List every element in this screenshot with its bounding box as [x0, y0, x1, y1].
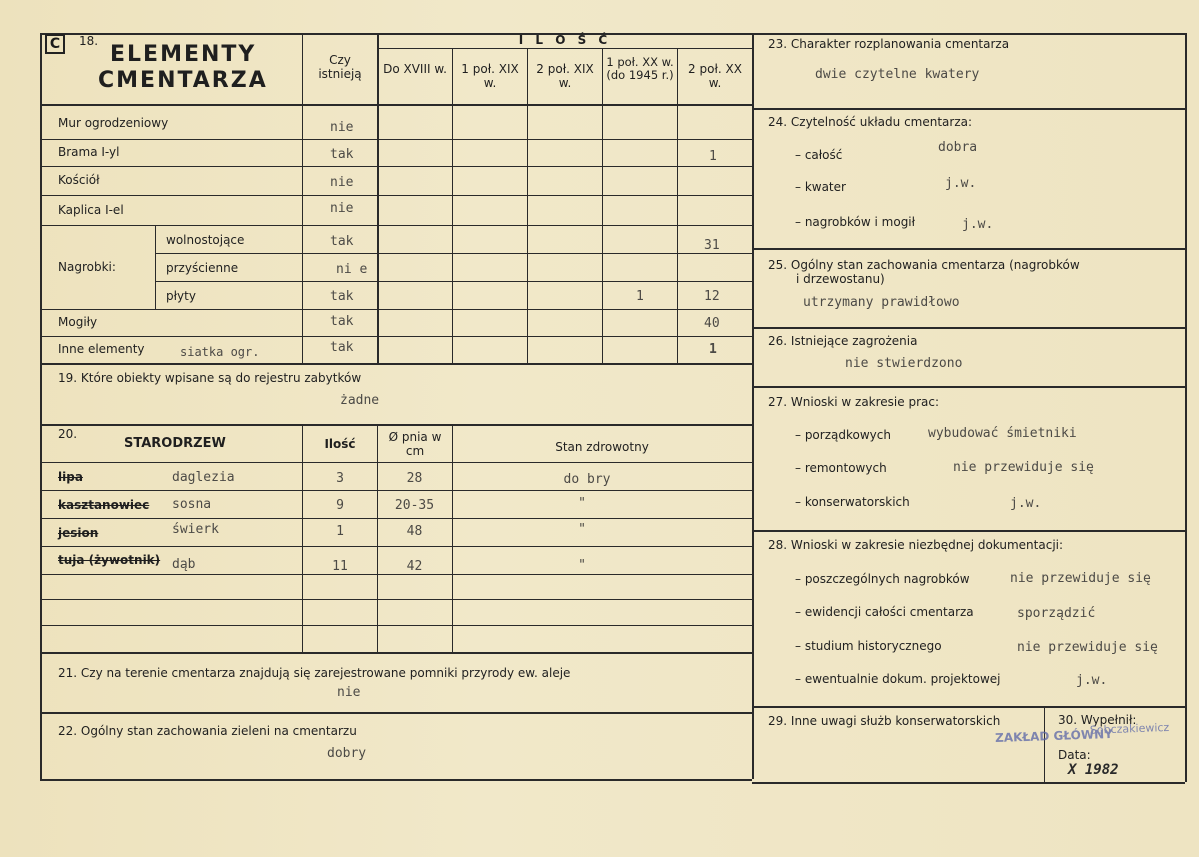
q27-item-cleanup: – porządkowych: [795, 428, 891, 442]
tree-count-4: 11: [332, 559, 348, 574]
row-p4-slabs: 1: [636, 289, 644, 304]
q28-answer-design: j.w.: [1076, 673, 1108, 688]
corner-letter: C: [49, 36, 61, 52]
corner-letter-box: [45, 34, 65, 54]
tree-printed-3: jesion: [58, 526, 99, 540]
q21-label: 21. Czy na terenie cmentarza znajdują się zarejestrowane pomniki przyrody ew. aleje: [58, 666, 571, 680]
q24-label: 24. Czytelność układu cmentarza:: [768, 115, 973, 129]
row-label-other: Inne elementy: [58, 342, 145, 356]
tree-count-2: 9: [336, 498, 344, 513]
q30-date-label: Data:: [1058, 748, 1091, 762]
q25-label-line2: i drzewostanu): [796, 272, 885, 286]
q27-answer-cleanup: wybudować śmietniki: [928, 426, 1077, 441]
q30-label: 30. Wypełnił:: [1058, 713, 1137, 727]
q22-label: 22. Ogólny stan zachowania zieleni na cmentarzu: [58, 724, 357, 738]
row-exists-church: nie: [330, 175, 354, 190]
q24-item-tombs: – nagrobków i mogił: [795, 215, 916, 229]
row-label-slabs: płyty: [166, 289, 196, 303]
row-exists-other: tak: [330, 340, 354, 355]
period-col-3: 2 poł. XIX w.: [536, 62, 594, 90]
tree-count-1: 3: [336, 471, 344, 486]
q20-number: 20.: [58, 427, 78, 441]
row-p5-slabs: 12: [704, 289, 720, 304]
tree-health-1: do bry: [563, 472, 611, 487]
row-label-gate: Brama I-yl: [58, 145, 120, 159]
q26-answer: nie stwierdzono: [845, 356, 963, 371]
q27-label: 27. Wnioski w zakresie prac:: [768, 395, 940, 409]
q25-label-line1: 25. Ogólny stan zachowania cmentarza (nagrobków: [768, 258, 1080, 272]
nagrobki-label: Nagrobki:: [58, 260, 116, 274]
q26-label: 26. Istniejące zagrożenia: [768, 334, 918, 348]
tree-diam-4: 42: [406, 559, 423, 574]
q28-item-registry: – ewidencji całości cmentarza: [795, 605, 974, 619]
q29-label: 29. Inne uwagi służb konserwatorskich: [768, 714, 1001, 728]
tree-printed-2: kasztanowiec: [58, 498, 150, 512]
row-exists-chapel: nie: [330, 201, 354, 216]
period-col-4: 1 poł. XX w. (do 1945 r.): [606, 55, 674, 82]
period-col-5: 2 poł. XX w.: [688, 62, 742, 90]
q20-col-health: Stan zdrowotny: [555, 440, 649, 454]
row-exists-wall-tombs: ni e: [336, 262, 368, 277]
q24-item-whole: – całość: [795, 148, 843, 162]
tree-count-3: 1: [336, 524, 344, 539]
row-exists-slabs: tak: [330, 289, 354, 304]
q28-label: 28. Wnioski w zakresie niezbędnej dokumentacji:: [768, 538, 1064, 552]
row-exists-gate: tak: [330, 147, 354, 162]
q24-item-quarters: – kwater: [795, 180, 846, 194]
q28-answer-tombs: nie przewiduje się: [1010, 571, 1151, 586]
q20-title: STARODRZEW: [124, 436, 226, 451]
row-exists-wall: nie: [330, 120, 354, 135]
row-p5-freestanding: 31: [704, 238, 720, 253]
tree-printed-1: lipa: [58, 470, 83, 484]
q28-item-tombs: – poszczególnych nagrobków: [795, 572, 970, 586]
tree-health-2: ": [578, 496, 586, 511]
ilosc-header: I L O Ś Ć: [518, 33, 612, 47]
row-label-church: Kościół: [58, 173, 100, 187]
q24-answer-quarters: j.w.: [945, 176, 977, 191]
q25-answer: utrzymany prawidłowo: [803, 295, 960, 310]
row-p5-gate: 1: [709, 149, 717, 164]
q19-label: 19. Które obiekty wpisane są do rejestru zabytków: [58, 371, 362, 385]
row-exists-graves: tak: [330, 314, 354, 329]
tree-printed-4: tuja (żywotnik): [58, 553, 161, 567]
period-col-1: Do XVIII w.: [383, 62, 447, 76]
row-label-freestanding: wolnostojące: [166, 233, 245, 247]
q24-answer-whole: dobra: [938, 140, 978, 155]
row-label-chapel: Kaplica I-el: [58, 203, 124, 217]
stamp-line2: Sobczakiewicz: [1089, 720, 1170, 737]
q21-answer: nie: [337, 685, 361, 700]
row-label-wall: Mur ogrodzeniowy: [58, 116, 169, 130]
tree-diam-3: 48: [406, 524, 423, 539]
q28-answer-registry: sporządzić: [1017, 606, 1096, 621]
tree-written-4: dąb: [172, 557, 196, 572]
tree-health-4: ": [578, 558, 586, 573]
tree-written-1: daglezia: [172, 470, 235, 485]
section-18-number: 18.: [79, 34, 99, 48]
row-label-wall-tombs: przyścienne: [166, 261, 239, 275]
q28-answer-history: nie przewiduje się: [1017, 640, 1158, 655]
tree-written-3: świerk: [172, 522, 219, 537]
row-p5-graves: 40: [704, 316, 720, 331]
q30-date-value: X 1982: [1068, 762, 1119, 778]
q19-answer: żadne: [340, 393, 380, 408]
q28-item-history: – studium historycznego: [795, 639, 942, 653]
q27-answer-conservation: j.w.: [1010, 496, 1042, 511]
row-exists-freestanding: tak: [330, 234, 354, 249]
q28-item-design: – ewentualnie dokum. projektowej: [795, 672, 1001, 686]
tree-health-3: ": [578, 522, 586, 537]
section-title-line2: CMENTARZA: [98, 68, 268, 93]
tree-written-2: sosna: [172, 497, 212, 512]
row-label-graves: Mogiły: [58, 315, 98, 329]
period-col-2: 1 poł. XIX w.: [461, 62, 519, 90]
q20-col-count: Ilość: [324, 437, 356, 451]
q22-answer: dobry: [327, 746, 367, 761]
q23-answer: dwie czytelne kwatery: [815, 67, 980, 82]
q23-label: 23. Charakter rozplanowania cmentarza: [768, 37, 1010, 51]
q27-item-conservation: – konserwatorskich: [795, 495, 910, 509]
col-exists-header: Czy istnieją: [318, 53, 362, 81]
row-p5-other: 1: [709, 342, 717, 357]
q27-item-repair: – remontowych: [795, 461, 887, 475]
q27-answer-repair: nie przewiduje się: [953, 460, 1094, 475]
tree-diam-1: 28: [406, 471, 423, 486]
section-title-line1: ELEMENTY: [110, 42, 257, 67]
q24-answer-tombs: j.w.: [962, 217, 994, 232]
row-extra-other: siatka ogr.: [180, 345, 260, 359]
tree-diam-2: 20-35: [394, 498, 435, 513]
stamp-line1: ZAKŁAD GŁÓWNY: [994, 726, 1114, 746]
q20-col-diam: Ø pnia w cm: [388, 430, 442, 458]
